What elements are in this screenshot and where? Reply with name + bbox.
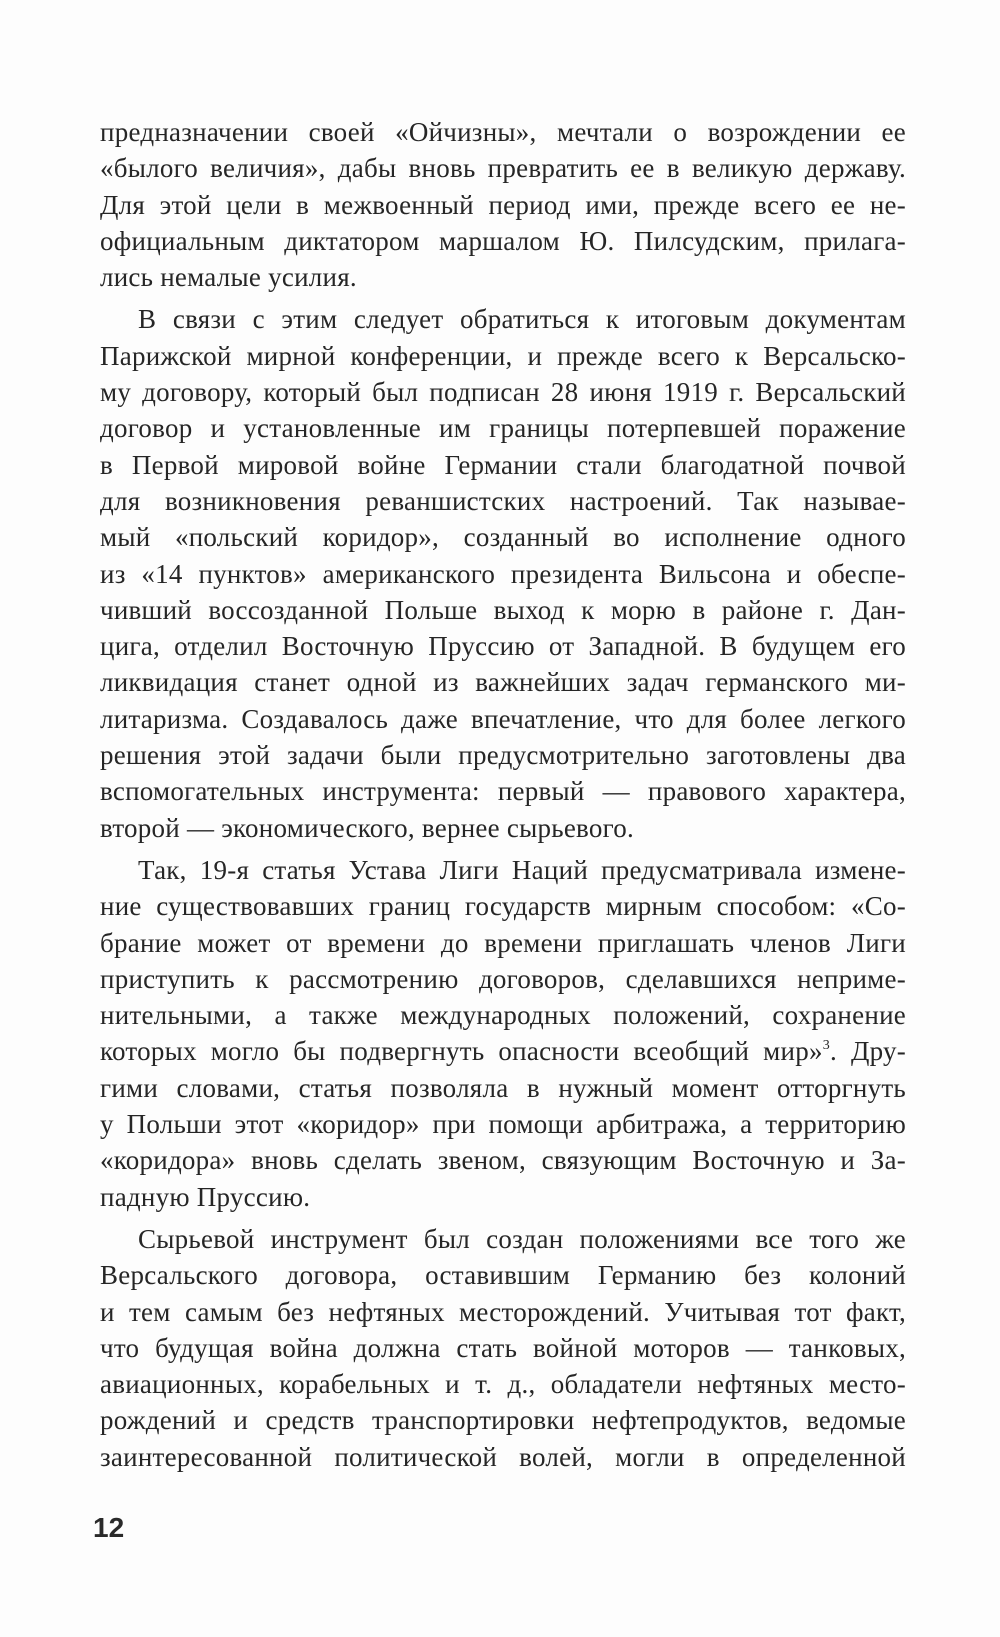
text-line: и тем самым без нефтяных месторождений. Учитывая тот факт, [100, 1296, 906, 1327]
text-line: му договору, который был подписан 28 июня 1919 г. Версальский [100, 377, 906, 408]
text-line-with-footnote [100, 1033, 906, 1069]
text-line: что будущая война должна стать войной моторов — танковых, [100, 1332, 906, 1363]
text-line: у Польши этот «коридор» при помощи арбитража, а территорию [100, 1109, 906, 1140]
paragraph [100, 301, 906, 845]
text-line: мый «польский коридор», созданный во исполнение одного [100, 522, 906, 553]
text-line: рождений и средств транспортировки нефтепродуктов, ведомые [100, 1405, 906, 1436]
text-line: Сырьевой инструмент был создан положениями все того же [138, 1223, 906, 1254]
text-line: гими словами, статья позволяла в нужный момент отторгнуть [100, 1072, 906, 1103]
text-line: приступить к рассмотрению договоров, сделавшихся неприме- [100, 963, 906, 994]
text-line: вспомогательных инструмента: первый — правового характера, [100, 776, 906, 807]
text-line: второй — экономического, вернее сырьевого. [100, 812, 635, 843]
text-line: авиационных, корабельных и т. д., обладатели нефтяных место- [100, 1369, 906, 1400]
footnote-reference: 3 [822, 1038, 830, 1054]
text-line: из «14 пунктов» американского президента Вильсона и обеспе- [100, 558, 906, 589]
text-line: для возникновения реваншистских настроений. Так называе- [100, 485, 906, 516]
text-line: брание может от времени до времени приглашать членов Лиги [100, 927, 906, 958]
text-line: «коридора» вновь сделать звеном, связующим Восточную и За- [100, 1145, 906, 1176]
text-line: ние существовавших границ государств мирным способом: «Со- [100, 891, 906, 922]
paragraph [100, 1221, 906, 1475]
paragraph [100, 852, 906, 1215]
paragraph [100, 114, 906, 295]
text-line: «былого величия», дабы вновь превратить ее в великую державу. [100, 153, 906, 184]
text-line: лись немалые усилия. [100, 262, 357, 293]
text-line: чивший воссозданной Польше выход к морю в районе г. Дан- [100, 594, 906, 625]
body-text [100, 114, 906, 1475]
text-line: Для этой цели в межвоенный период ими, прежде всего ее не- [100, 189, 906, 220]
text-line: официальным диктатором маршалом Ю. Пилсудским, прилага- [100, 225, 906, 256]
text-line: Так, 19-я статья Устава Лиги Наций предусматривала измене- [138, 854, 906, 885]
footnote-line-text: которых могло бы подвергнуть опасности всеобщий мир» [100, 1036, 823, 1067]
text-line: в Первой мировой войне Германии стали благодатной почвой [100, 449, 906, 480]
text-line: нительными, а также международных положений, сохранение [100, 1000, 906, 1031]
text-line: заинтересованной политической волей, могли в определенной [100, 1441, 906, 1472]
text-line: договор и установленные им границы потерпевшей поражение [100, 413, 906, 444]
text-line: ликвидация станет одной из важнейших задач германского ми- [100, 667, 906, 698]
text-line: предназначении своей «Ойчизны», мечтали о возрождении ее [100, 117, 906, 147]
text-line: решения этой задачи были предусмотрительно заготовлены два [100, 740, 906, 771]
page-number: 12 [93, 1512, 125, 1543]
text-line: Парижской мирной конференции, и прежде всего к Версальско- [100, 340, 906, 371]
text-line: литаризма. Создавалось даже впечатление, что для более легкого [100, 703, 906, 734]
text-line: падную Пруссию. [100, 1181, 311, 1212]
text-line: цига, отделил Восточную Пруссию от Западной. В будущем его [100, 631, 906, 662]
footnote-line-tail: . Дру- [829, 1036, 906, 1067]
text-line: В связи с этим следует обратиться к итоговым документам [138, 304, 906, 335]
text-line: Версальского договора, оставившим Германию без колоний [100, 1260, 906, 1291]
